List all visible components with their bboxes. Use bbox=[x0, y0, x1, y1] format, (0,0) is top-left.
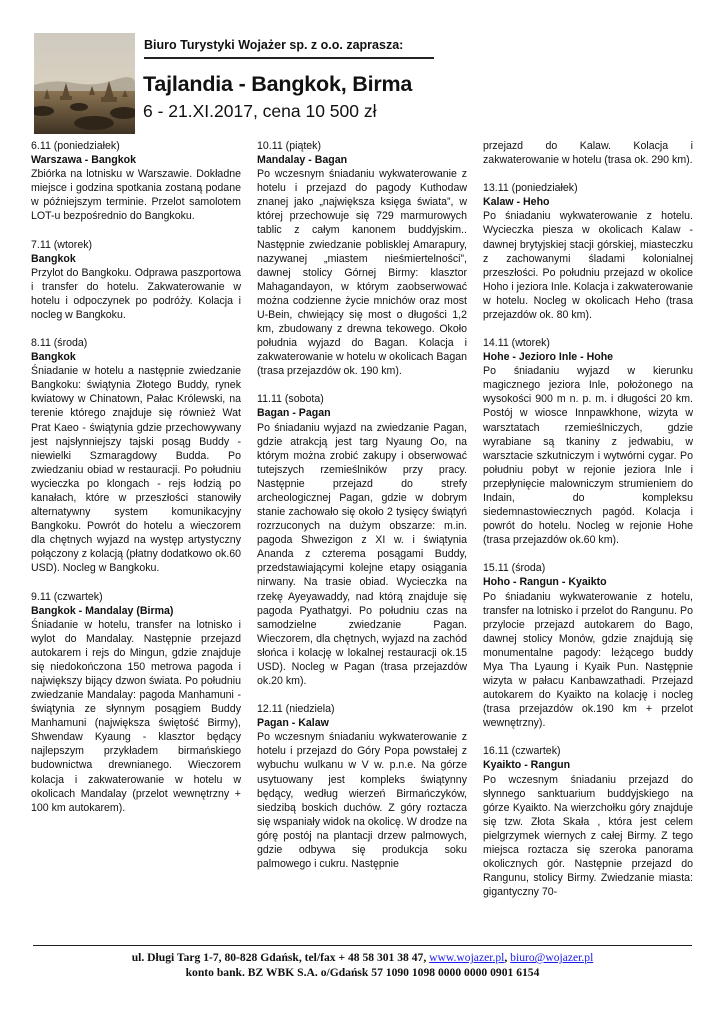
day-continuation-text: przejazd do Kalaw. Kolacja i zakwaterowanie w hotelu (trasa ok. 290 km). bbox=[483, 140, 693, 167]
itinerary-day bbox=[257, 702, 467, 871]
page-title: Tajlandia - Bangkok, Birma bbox=[143, 72, 413, 96]
day-description: Przylot do Bangkoku. Odprawa paszportowa i transfer do hotelu. Zakwaterowanie w hotelu i odpoczynek po podróży. Kolacja i nocleg w Bangkoku. bbox=[31, 266, 241, 321]
day-date: 11.11 (sobota) bbox=[257, 393, 324, 406]
itinerary-day bbox=[483, 561, 693, 730]
day-description: Po wczesnym śniadaniu wykwaterowanie z hotelu i przejazd do Góry Popa powstałej z wybuchu wulkanu w V w. p.n.e. Na górze usytuowany jest kompleks świątynny będący, według wierzeń Birmańczyków, siedzibą boskich duchów. Z góry roztacza się wspaniały widok na okolicę. W drodze na górę postój na plantacji drzew palmowych, gdzie odbywa się produkcja soku palmowego i cukru. Następnie bbox=[257, 731, 467, 870]
itinerary-day bbox=[31, 139, 241, 223]
website-link[interactable]: www.wojazer.pl bbox=[429, 951, 505, 964]
day-date: 7.11 (wtorek) bbox=[31, 238, 93, 251]
day-date: 9.11 (czwartek) bbox=[31, 590, 103, 603]
day-route: Hoho - Rangun - Kyaikto bbox=[483, 576, 607, 589]
day-route: Kalaw - Heho bbox=[483, 196, 550, 209]
day-description: Po śniadaniu wykwaterowanie z hotelu, transfer na lotnisko i przelot do Rangunu. Po przylocie przejazd autokarem do Bago, dawnej stolicy Monów, gdzie znajdują się monumentalne pagody: leżącego buddy Mya Tha Lyaung i Kyaik Pun. Następnie wizyta w pałacu Kanbawzathadi. Przejazd autokarem do Kyaikto na kolację i nocleg (trasa przejazdów ok.190 km + przelot wewnętrzny). bbox=[483, 590, 693, 730]
footer-address: ul. Długi Targ 1-7, 80-828 Gdańsk, tel/fax + 48 58 301 38 47, bbox=[131, 951, 430, 964]
email-link[interactable]: biuro@wojazer.pl bbox=[510, 951, 594, 964]
footer-contact-line bbox=[33, 951, 692, 966]
itinerary-column-1 bbox=[31, 139, 241, 829]
day-route: Kyaikto - Rangun bbox=[483, 759, 571, 772]
itinerary-column-2 bbox=[257, 139, 467, 885]
day-description: Po śniadaniu wykwaterowanie z hotelu. Wycieczka piesza w okolicach Kalaw - dawnej brytyjskiej stacji górskiej, miasteczku z zachowanymi śladami kolonialnej przeszłości. Po południu przejazd w okolice Hoho i jeziora Inle. Kolacja i zakwaterowanie w hotelu. Nocleg w okolicach Heho (trasa przejazdów ok. 80 km). bbox=[483, 210, 693, 321]
itinerary-column-3 bbox=[483, 139, 693, 913]
day-description: Po wczesnym śniadaniu przejazd do słynnego sanktuarium buddyjskiego na górze Kyaikto. Na wierzchołku góry znajduje się tzw. Złota Skała , która jest celem pielgrzymek wiernych z całej Birmy. Z tego miejsca roztacza się szeroka panorama okolicznych gór. Następnie przejazd do Rangunu, stolicy Birmy. Zwiedzanie miasta: gigantyczny 70- bbox=[483, 773, 693, 899]
day-date: 16.11 (czwartek) bbox=[483, 745, 561, 758]
day-route: Pagan - Kalaw bbox=[257, 717, 329, 730]
day-route: Bangkok bbox=[31, 351, 76, 364]
company-name: Biuro Turystyki Wojażer sp. z o.o. zaprasza: bbox=[144, 38, 404, 52]
day-description: Po wczesnym śniadaniu wykwaterowanie z hotelu i przejazd do pagody Kuthodaw znanej jako „największa księga świata”, w której przechowuje się 729 marmurowych tablic z całym kanonem buddyjskim.. Następnie zwiedzanie poblisklej Amarapury, nazywanej „miastem nieśmiertelności”, dawnej stolicy Górnej Birmy: klasztor Mahagandayon, w którym zaobserwować można codzienne życie mnichów oraz most U-Bein, chwiejący się most o długości 1,2 km, zbudowany z drewna tekowego. Około południa wyjazd do Bagan. Kolacja i zakwaterowanie w hotelu w okolicach Bagan (trasa przejazdów ok. 190 km). bbox=[257, 168, 467, 378]
itinerary-day bbox=[257, 392, 467, 688]
day-description: Po śniadaniu wyjazd w kierunku magicznego jeziora Inle, położonego na wysokości 900 m n. p. m. i długości 20 km. Postój w wiosce Innpawkhone, wizyta w warsztatach rzemieślniczych, gdzie wyrabiane są tkaniny z jedwabiu, w warsztacie szkutniczym i wytwórni cygar. Po południu pobyt w rejonie jeziora Inle i przepłynięcie malowniczym strumieniem do Indain, do kompleksu siedemnastowiecznych pagód. Kolacja i powrót do hotelu. Nocleg w rejonie Hohe (trasa przejazdów ok.60 km). bbox=[483, 365, 693, 547]
header-photo-bagan-pagodas bbox=[34, 33, 135, 134]
footer bbox=[33, 951, 692, 980]
day-route: Bagan - Pagan bbox=[257, 407, 331, 420]
day-description: Zbiórka na lotnisku w Warszawie. Dokładne miejsce i godzina spotkania zostaną podane w późniejszym terminie. Przelot samolotem LOT-u bezpośrednio do Bangkoku. bbox=[31, 168, 241, 223]
itinerary-day bbox=[31, 238, 241, 322]
day-date: 8.11 (środa) bbox=[31, 337, 88, 350]
header-divider bbox=[144, 57, 434, 59]
day-date: 15.11 (środa) bbox=[483, 562, 546, 575]
day-route: Hohe - Jezioro Inle - Hohe bbox=[483, 351, 614, 364]
day-date: 14.11 (wtorek) bbox=[483, 337, 550, 350]
day-date: 10.11 (piątek) bbox=[257, 140, 321, 152]
day-route: Warszawa - Bangkok bbox=[31, 154, 136, 167]
day-description: Śniadanie w hotelu a następnie zwiedzanie Bangkoku: świątynia Złotego Buddy, rynek kwiatowy w Chinatown, Pałac Królewski, na terenie którego znajduje się również Wat Prat Kaeo - świątynia gdzie przechowywany jest najsłynniejszy tajski posąg Buddy - niewielki Szmaragdowy Budda. Po zwiedzaniu obiad w restauracji. Po południu wycieczka po klongach - rejs łodzią po kanałach, które w przeszłości stanowiły alternatywny system komunikacyjny Bangkoku. Powrót do hotelu a wieczorem dla chętnych wyjazd na występ artystyczny połączony z kolacją (płatny dodatkowo ok.60 USD). Nocleg w Bangkoku. bbox=[31, 365, 241, 575]
day-date: 6.11 (poniedziałek) bbox=[31, 140, 120, 152]
page-subtitle: 6 - 21.XI.2017, cena 10 500 zł bbox=[143, 101, 377, 121]
day-description: Po śniadaniu wyjazd na zwiedzanie Pagan, gdzie atrakcją jest targ Nyaung Oo, na którym można zrobić zakupy i obserwować tutejszych rzemieślników przy pracy. Następnie przejazd do strefy archeologicznej Pagan, gdzie w dobrym stanie zachowało się około 2 tysięcy świątyń rozrzuconych na dużym obszarze: m.in. pagoda Shwezigon z XI w. i świątynia Ananda z czterema posągami Buddy, przedstawiającymi kolejne etapy osiągania nirwany. Na trasie obiad. Wycieczka na rzekę Ayeyawaddy, nad którą znajduje się pagoda Pyathatgyi. Po południu czas na samodzielne zwiedzanie Pagan. Wieczorem, dla chętnych, wyjazd na zachód słońca i kolację w lokalnej restauracji ok.15 USD). Nocleg w Pagan (trasa przejazdów ok.20 km). bbox=[257, 421, 467, 687]
footer-divider bbox=[33, 945, 692, 946]
footer-separator: , bbox=[504, 951, 511, 964]
day-route: Mandalay - Bagan bbox=[257, 154, 348, 167]
day-date: 13.11 (poniedziałek) bbox=[483, 182, 578, 195]
itinerary-day bbox=[31, 336, 241, 575]
day-date: 12.11 (niedziela) bbox=[257, 703, 335, 716]
itinerary-day bbox=[483, 181, 693, 322]
day-description: Śniadanie w hotelu, transfer na lotnisko i wylot do Mandalay. Następnie przejazd autokarem i rejs do Mingun, gdzie znajduje się niedokończona 150 metrowa pagoda i największy bijący dzwon świata. Po południu zwiedzanie Mandalay: pagoda Manhamuni - świątynia ze słynnym posągiem Buddy Manhamuni (największa świętość Birmy), Shwendaw Kyaung - klasztor będący najlepszym przykładem birmańskiego budownictwa drewnianego. Wieczorem kolacja i zakwaterowanie w hotelu w okolicach Mandalay (przelot wewnętrzny + 100 km autokarem). bbox=[31, 618, 241, 814]
day-route: Bangkok - Mandalay (Birma) bbox=[31, 604, 174, 617]
itinerary-day bbox=[483, 744, 693, 899]
itinerary-day bbox=[257, 139, 467, 378]
day-route: Bangkok bbox=[31, 252, 76, 265]
footer-bank-account: konto bank. BZ WBK S.A. o/Gdańsk 57 1090 1098 0000 0000 0901 6154 bbox=[185, 965, 540, 979]
itinerary-day bbox=[31, 590, 241, 815]
itinerary-day bbox=[483, 336, 693, 547]
